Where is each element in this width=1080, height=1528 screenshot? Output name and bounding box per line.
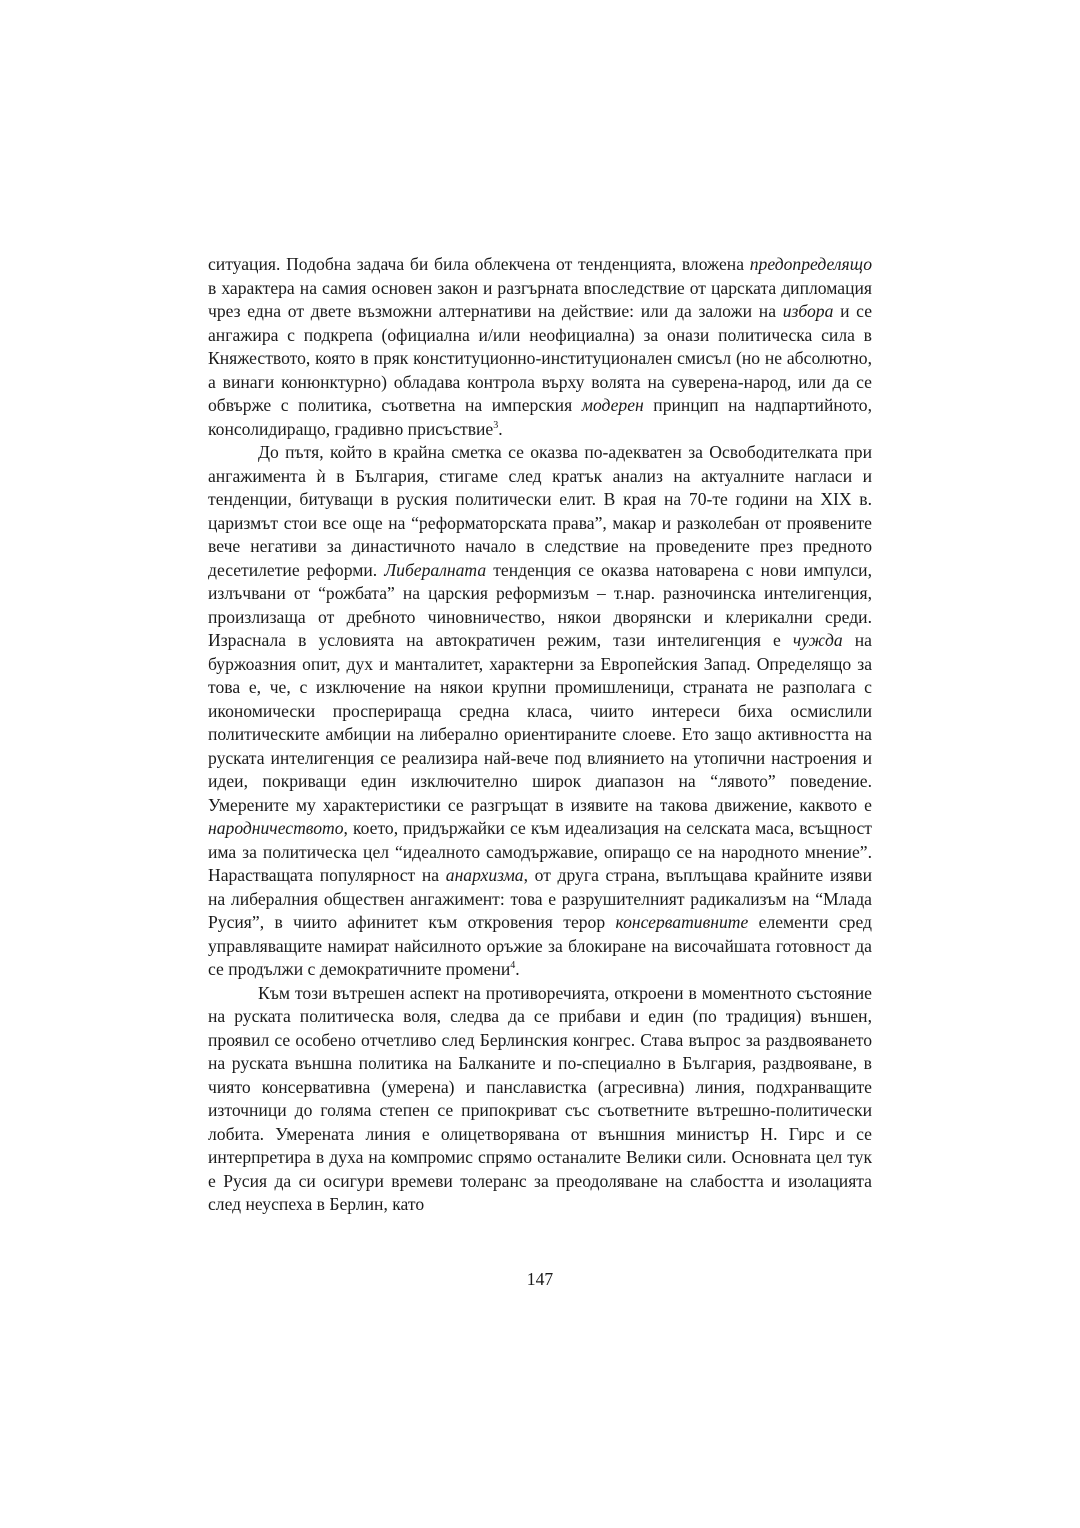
emphasis-text: избора: [782, 301, 834, 321]
text-run: принцип на надпартийното, консолидиращо, градивно присъствие: [208, 395, 872, 439]
text-run: на буржоазния опит, дух и манталитет, характерни за Европейския Запад. Определящо за това е, че, с изключение на някои крупни промишленици, страната не разполага с икономически просперираща средна класа, чиито интереси биха осмислили политическите амбиции на либерално ориентираните слоеве. Ето защо активността на руската интелигенция се реализира най-вече под влиянието на утопични настроения и идеи, покриващи един изключително широк диапазон на “лявото” поведение. Умерените му характеристики се разгръщат в изявите на такова движение, каквото е: [208, 630, 872, 815]
emphasis-text: консервативните: [615, 912, 749, 932]
emphasis-text: предопределящо: [749, 254, 872, 274]
emphasis-text: народничеството: [208, 818, 344, 838]
text-run: елементи сред управляващите намират найсилното оръжие за блокиране на височайшата готовност да се продължи с демократичните промени: [208, 912, 872, 979]
text-run: ситуация. Подобна задача би била облекчена от тенденцията, вложена: [208, 254, 750, 274]
text-run: , което, придържайки се към идеализация на селската маса, всъщност има за политическа цел “идеалното самодържавие, опиращо се на народното мнение”. Нарастващата популярност на: [208, 818, 872, 885]
footnote-ref: 4: [510, 960, 516, 972]
text-run: в характера на самия основен закон и разгърната впоследствие от царската дипломация чрез една от двете възможни алтернативи на действие: или да заложи на: [208, 277, 872, 321]
page-number: 147: [526, 1269, 554, 1289]
emphasis-text: модерен: [581, 395, 644, 415]
text-run: , от друга страна, въплъщава крайните изяви на либералния обществен ангажимент: това е разрушителният радикализъм на “Млада Русия”, в чиито афинитет към откровения терор: [208, 865, 872, 932]
emphasis-text: Либералната: [384, 559, 487, 580]
text-run: .: [515, 959, 520, 979]
footnote-ref: 3: [493, 419, 499, 431]
text-run: Към този вътрешен аспект на противоречията, откроени в моментното състояние на руската политическа воля, следва да се прибави и един (по традиция) външен, проявил се особено отчетливо след Берлинския конгрес. Става въпрос за раздвояването на руската външна политика на Балканите и по-специално в България, раздвояване, в чиято консервативна (умерена) и панславистка (агресивна) линия, подхранващите източници до голяма степен се припокриват със съответните вътрешно-политически лобита. Умерената линия е олицетворявана от външния министър Н. Гирс и се интерпретира в духа на компромис спрямо останалите Велики сили. Основната цел тук е Русия да си осигури времеви толеранс за преодоляване на слабостта и изолацията след неуспеха в Берлин, като: [208, 982, 872, 1214]
paragraph-p2: [208, 441, 872, 982]
emphasis-text: чужда: [792, 630, 843, 650]
text-run: и се ангажира с подкрепа (официална и/или неофициална) за онази политическа сила в Княжеството, която в пряк конституционно-институционален смисъл (но не абсолютно, а винаги конюнктурно) обладава контрола върху волята на суверена-народ, или да се обвърже с политика, съответна на имперския: [208, 301, 873, 415]
body-text: [208, 253, 872, 1217]
text-run: тенденция се оказва натоварена с нови импулси, излъчвани от “рожбата” на царския реформизъм – т.нар. разночинска интелигенция, произлизаща от дребното чиновничество, някои дворянски и клерикални среди. Израснала в условията на автократичен режим, тази интелигенция е: [208, 559, 872, 650]
paragraph-p1: [208, 253, 872, 441]
paragraph-p3: [208, 982, 872, 1217]
emphasis-text: анархизма: [445, 865, 524, 885]
text-run: До пътя, който в крайна сметка се оказва по-адекватен за Освободителката при ангажимента ѝ в България, стигаме след кратък анализ на актуалните нагласи и тенденции, битуващи в руския политически елит. В края на 70-те години на XIX в. царизмът стои все още на “реформаторската права”, макар и разколебан от проявените вече негативи за династичното начало в следствие на проведените през предното десетилетие реформи.: [208, 442, 872, 580]
text-run: .: [498, 418, 503, 439]
